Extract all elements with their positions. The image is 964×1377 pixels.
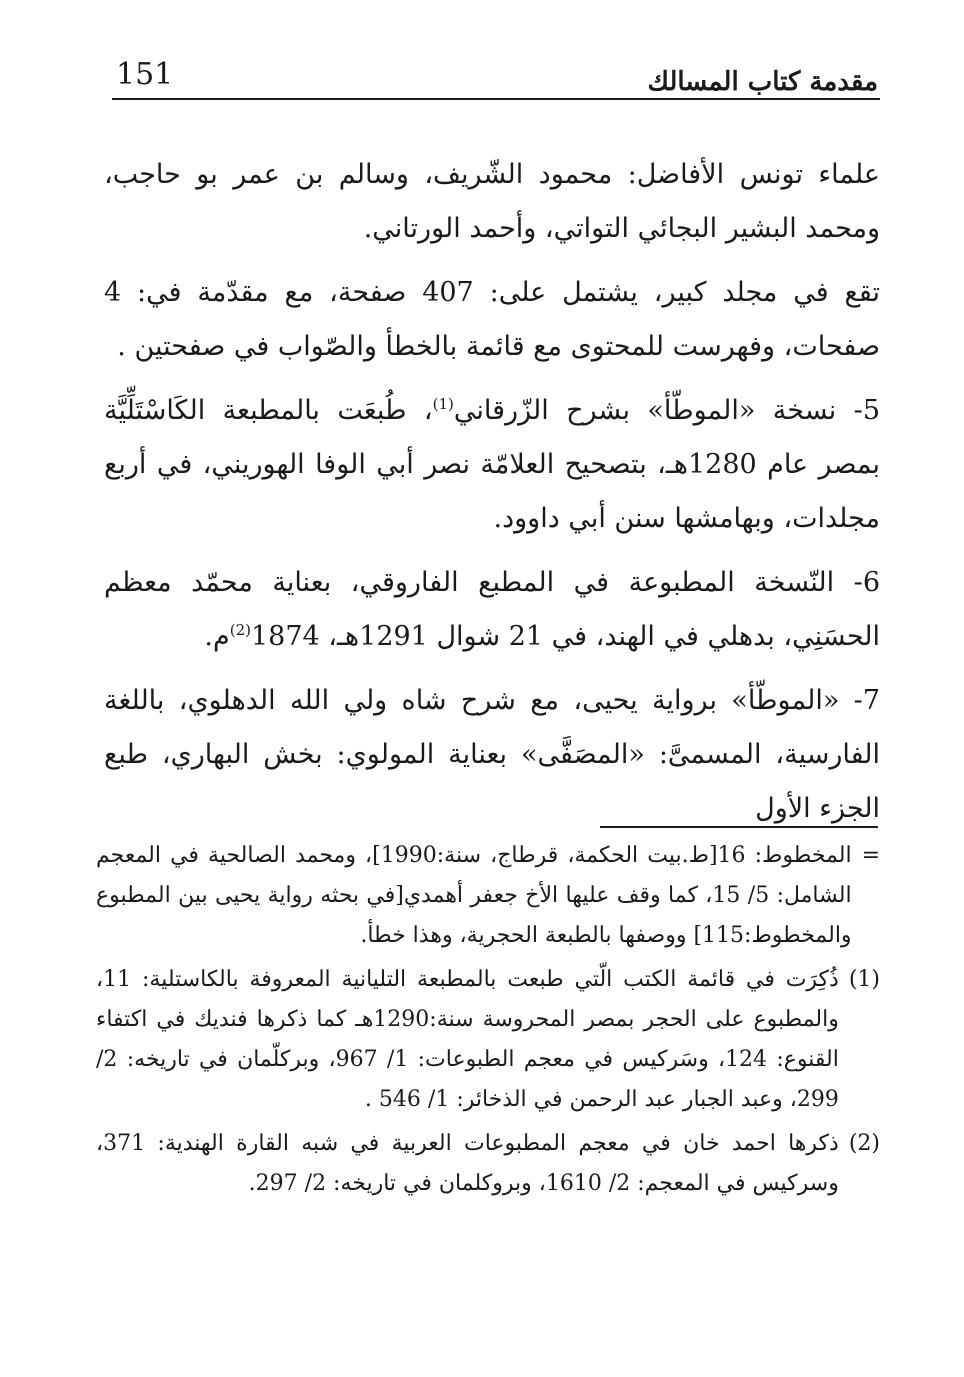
footnote-ref-1[interactable]: (1)	[432, 395, 454, 413]
paragraph-4	[104, 556, 880, 664]
footnote-2	[96, 1124, 880, 1204]
running-title: مقدمة كتاب المسالك	[647, 67, 878, 97]
paragraph-3	[104, 384, 880, 546]
page-number: 151	[116, 57, 174, 92]
footnote-text: ذكرها احمد خان في معجم المطبوعات العربية في شبه القارة الهندية: 371، وسركيس في المعجم: 2/ 1610، وبروكلمان في تاريخه: 2/ 297.	[96, 1131, 839, 1196]
paragraph-2: تقع في مجلد كبير، يشتمل على: 407 صفحة، مع مقدّمة في: 4 صفحات، وفهرست للمحتوى مع قائمة بالخطأ والصّواب في صفحتين .	[104, 277, 881, 362]
paragraph-3-text-end: ، طُبعَت بالمطبعة الكَاسْتَلِّيَّة بمصر عام 1280هـ، بتصحيح العلامّة نصر أبي الوفا الهوريني، في أربع مجلدات، وبهامشها سنن أبي داوود.	[104, 395, 880, 534]
footnote-1	[96, 960, 880, 1120]
footnote-text: ذُكِرَت في قائمة الكتب الّتي طبعت بالمطبعة التليانية المعروفة بالكاستلية: 11، والمطبوع على الحجر بمصر المحروسة سنة:1290هـ كما ذكرها فنديك في اكتفاء القنوع: 124، وسَركيس في معجم الطبوعات: 1/ 967، وبركلّمان في تاريخه: 2/ 299، وعبد الجبار عبد الرحمن في الذخائر: 1/ 546 .	[96, 967, 839, 1112]
paragraph-3-text-start: 5- نسخة «الموطّأ» بشرح الزّرقاني	[453, 395, 880, 426]
footnote-marker: (2)	[848, 1131, 880, 1156]
footnote-separator	[600, 826, 878, 828]
footnote-text: المخطوط: 16[ط.بيت الحكمة، قرطاج، سنة:1990]، ومحمد الصالحية في المعجم الشامل: 5/ 15، كما وقف عليها الأخ جعفر أهمدي[في بحثه رواية يحيى بين المطبوع والمخطوط:115] ووصفها بالطبعة الحجرية، وهذا خطأ.	[96, 843, 852, 948]
paragraph-5: 7- «الموطّأ» برواية يحيى، مع شرح شاه ولي الله الدهلوي، باللغة الفارسية، المسمىَّ: «المصَفَّى» بعناية المولوي: بخش البهاري، طبع الجزء الأول	[104, 685, 880, 824]
paragraph-4-text-end: م.	[204, 621, 230, 652]
paragraph-4-text-start: 6- النّسخة المطبوعة في المطبع الفاروقي، بعناية محمّد معظم الحسَنِي، بدهلي في الهند، في 21 شوال 1291هـ، 1874	[104, 567, 880, 652]
main-text	[104, 148, 880, 846]
paragraph-1: علماء تونس الأفاضل: محمود الشّريف، وسالم بن عمر بو حاجب، ومحمد البشير البجائي التواتي، وأحمد الورتاني.	[104, 159, 880, 244]
footnotes	[96, 836, 880, 1208]
footnote-ref-2[interactable]: (2)	[229, 621, 251, 639]
footnote-marker: (1)	[848, 967, 880, 992]
page-header	[112, 55, 878, 99]
header-rule	[112, 98, 880, 100]
footnote-continued	[96, 836, 880, 956]
footnote-marker: =	[861, 843, 880, 868]
